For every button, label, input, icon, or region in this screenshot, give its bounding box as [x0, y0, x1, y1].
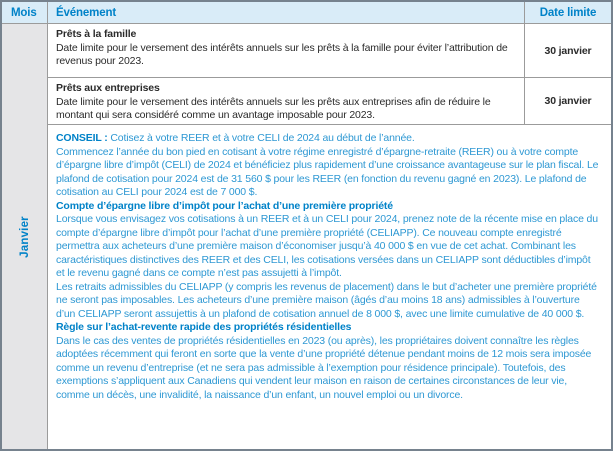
table-row	[48, 78, 611, 125]
conseil-intro: Cotisez à votre REER et à votre CELI de 2024 au début de l’année.	[110, 132, 415, 144]
section-heading-flipping-rule: Règle sur l’achat-revente rapide des propriétés résidentielles	[56, 321, 352, 333]
column-header-evenement-label: Événement	[56, 6, 117, 19]
conseil-body: Commencez l’année du bon pied en cotisant à votre régime enregistré d’épargne-retraite (REER) ou à votre compte d’épargne libre d’impôt (CELI) de 2024 et bénéficiez plus rapidement d’une croissance avantageuse sur le plan fiscal. Le plafond de cotisation pour 2024 est de 31 560 $ pour les REER (en fonction du revenu gagné en 2023). Le plafond de cotisation au CELI pour 2024 est de 7 000 $.	[56, 145, 599, 198]
month-label: Janvier	[18, 215, 31, 258]
month-cell	[2, 24, 48, 449]
section-paragraph: Les retraits admissibles du CELIAPP (y compris les revenus de placement) dans le but d’acheter une première propriété ne seront pas imposables. Les acheteurs d’une première maison (âgés d’au moins 18 ans) admissibles à l’ouverture d’un CELIAPP seront assujettis à un plafond de cotisation annuel de 8 000 $, avec une limite cumulative de 40 000 $.	[56, 280, 597, 320]
column-header-date-limite-label: Date limite	[539, 6, 597, 19]
column-header-date-limite	[524, 2, 611, 23]
event-cell-family-loans	[48, 24, 524, 77]
column-header-evenement	[48, 2, 524, 23]
column-header-mois-label: Mois	[11, 6, 37, 19]
deadline-cell: 30 janvier	[524, 78, 611, 124]
table-row	[48, 24, 611, 78]
event-description: Date limite pour le versement des intérêts annuels sur les prêts aux entreprises afin de réduire le montant qui sera considéré comme un avantage imposable pour 2023.	[56, 95, 491, 121]
section-heading-celiapp: Compte d’épargne libre d’impôt pour l’achat d’une première propriété	[56, 199, 393, 212]
deadline-cell: 30 janvier	[524, 24, 611, 77]
event-title: Prêts à la famille	[56, 28, 137, 40]
conseil-label: CONSEIL :	[56, 132, 108, 144]
table-body	[2, 24, 611, 449]
event-cell-business-loans	[48, 78, 524, 124]
section-paragraph: Dans le cas des ventes de propriétés résidentielles en 2023 (ou après), les propriétaires doivent connaître les règles adoptées récemment qui feront en sorte que la vente d’une propriété détenue pendant moins de 12 mois sera imposée comme un revenu d’entreprise (et ne sera pas admissible à l’exemption pour résidence principale). Toutefois, des exemptions s’appliquent aux Canadiens qui vendent leur maison en raison de certaines circonstances de leur vie, comme un décès, une invalidité, la naissance d’un enfant, un nouvel emploi ou un divorce.	[56, 334, 592, 401]
column-header-mois	[2, 2, 48, 23]
table-header-row	[2, 2, 611, 24]
conseil-paragraph	[56, 132, 601, 146]
content-column	[48, 24, 611, 449]
january-info-block	[48, 125, 611, 449]
section-paragraph: Lorsque vous envisagez vos cotisations à un REER et à un CELI pour 2024, prenez note de la récente mise en place du compte d’épargne libre d’impôt pour l’achat d’une première propriété (CELIAPP). Ce nouveau compte enregistré permettra aux acheteurs d’une première maison d’économiser jusqu’à 40 000 $ en vue de cet achat. Combinant les caractéristiques distinctives des REER et des CELI, les cotisations versées dans un CELIAPP sont déductibles d’impôt et le revenu gagné dans ce compte n’est pas assujetti à l’impôt.	[56, 213, 598, 279]
event-title: Prêts aux entreprises	[56, 82, 160, 94]
event-description: Date limite pour le versement des intérêts annuels sur les prêts à la famille pour éviter l’attribution de revenus pour 2023.	[56, 41, 508, 67]
